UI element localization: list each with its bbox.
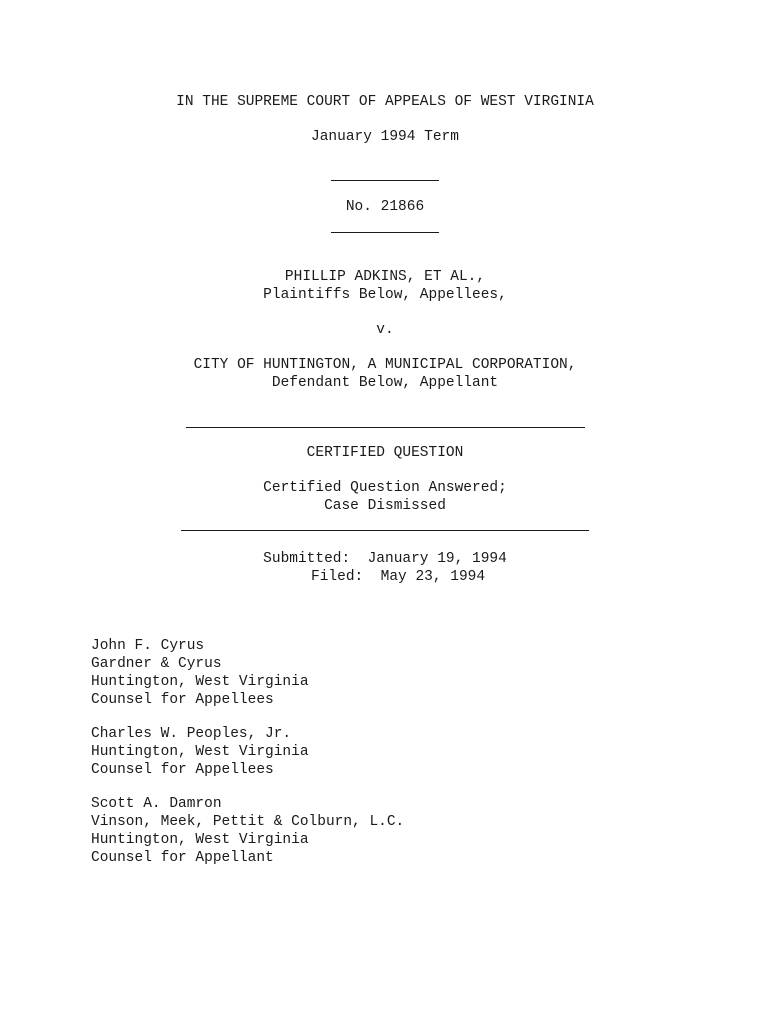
filed-date: Filed: May 23, 1994	[284, 569, 486, 585]
divider	[331, 232, 439, 233]
disposition-line: Certified Question Answered;	[263, 480, 507, 496]
counsel-location: Huntington, West Virginia	[91, 832, 309, 848]
counsel-firm: Gardner & Cyrus	[91, 656, 222, 672]
counsel-role: Counsel for Appellant	[91, 850, 274, 866]
defendant-name: CITY OF HUNTINGTON, A MUNICIPAL CORPORATION,	[193, 357, 577, 373]
versus-label: v.	[376, 322, 394, 338]
counsel-name: John F. Cyrus	[91, 638, 205, 654]
term-label: January 1994 Term	[311, 129, 459, 145]
counsel-role: Counsel for Appellees	[91, 692, 274, 708]
counsel-location: Huntington, West Virginia	[91, 744, 309, 760]
counsel-name: Scott A. Damron	[91, 796, 222, 812]
counsel-firm: Vinson, Meek, Pettit & Colburn, L.C.	[91, 814, 405, 830]
case-number: No. 21866	[345, 199, 425, 215]
proceeding-type: CERTIFIED QUESTION	[306, 445, 464, 461]
court-title: IN THE SUPREME COURT OF APPEALS OF WEST VIRGINIA	[176, 94, 594, 110]
defendant-role: Defendant Below, Appellant	[271, 375, 499, 391]
submitted-date: Submitted: January 19, 1994	[263, 551, 507, 567]
disposition-line: Case Dismissed	[324, 498, 446, 514]
counsel-location: Huntington, West Virginia	[91, 674, 309, 690]
divider	[186, 427, 585, 428]
divider	[181, 530, 589, 531]
plaintiff-name: PHILLIP ADKINS, ET AL.,	[284, 269, 486, 285]
plaintiff-role: Plaintiffs Below, Appellees,	[263, 287, 507, 303]
counsel-role: Counsel for Appellees	[91, 762, 274, 778]
divider	[331, 180, 439, 181]
counsel-name: Charles W. Peoples, Jr.	[91, 726, 292, 742]
